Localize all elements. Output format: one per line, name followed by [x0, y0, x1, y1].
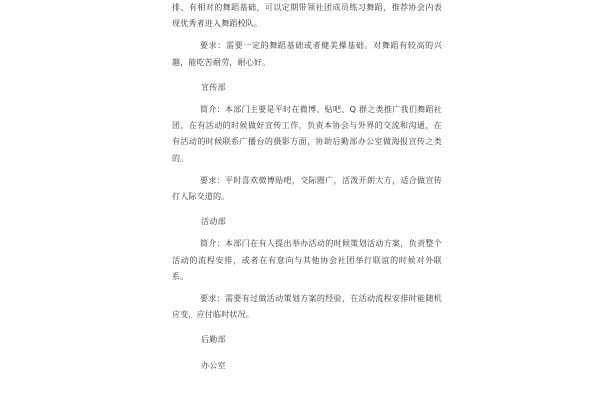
spacer	[172, 71, 442, 80]
section-heading-office: 办公室	[201, 360, 226, 370]
paragraph-activities-intro: 简介：本部门在有人提出举办活动的时候策划活动方案，负责整个活动的流程安排，或者在有意向与其他协会社团举行联谊的时候对外联系。	[172, 239, 442, 281]
spacer	[172, 349, 442, 358]
section-heading-publicity: 宣传部	[201, 82, 226, 92]
section-heading-activities: 活动部	[201, 217, 226, 227]
paragraph-publicity-requirements: 要求：平时喜欢微博贴吧，交际圈广，活泼开朗大方，适合做宣传打人际交道的。	[172, 175, 442, 202]
paragraph-publicity-intro: 简介：本部门主要是平时在微博、贴吧、Q 群之类推广我们舞蹈社团，在有活动的时候做好宣传工作，负责本协会与外界的交流和沟通，在有活动的时候联系广播台的摄影方面，协助后勤部办公室做海报宣传之类的。	[172, 105, 442, 163]
paragraph-dance-team-intro: 排、有相对的舞蹈基础，可以定期带领社团成员练习舞蹈，推荐协会内表现优秀者进入舞蹈校队。	[172, 3, 442, 29]
spacer	[172, 205, 442, 214]
document-body	[172, 0, 442, 374]
paragraph-activities-requirements: 要求：需要有过做活动策划方案的经验，在活动流程安排时能随机应变，应付临时状况。	[172, 294, 442, 320]
paragraph-dance-requirements: 要求：需要一定的舞蹈基础或者健美操基础。对舞蹈有较高的兴趣，能吃苦耐劳，耐心好。	[172, 41, 442, 67]
spacer	[172, 323, 442, 332]
section-heading-logistics: 后勤部	[201, 335, 226, 345]
